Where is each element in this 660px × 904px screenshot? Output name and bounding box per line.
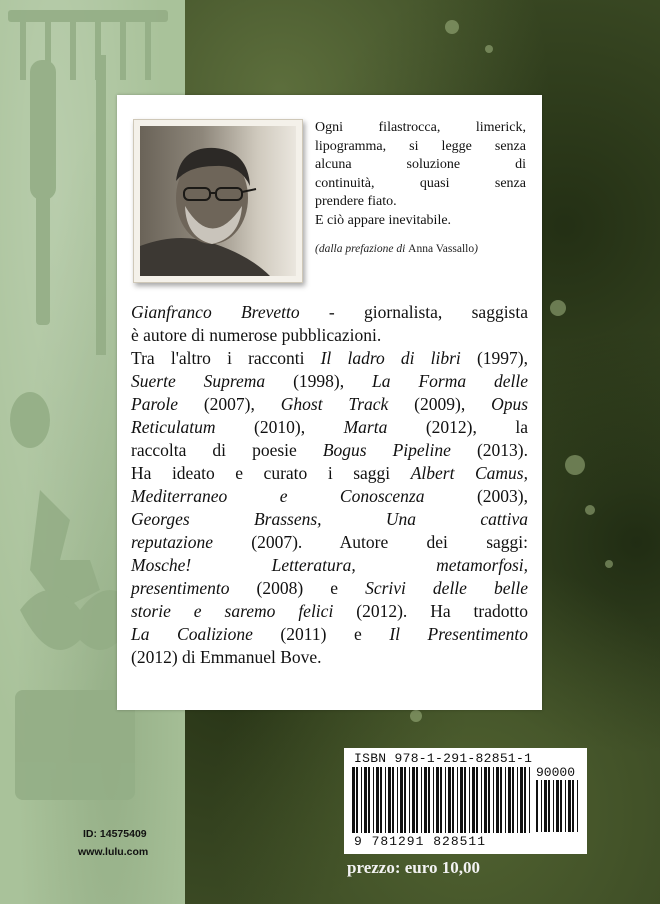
book-title: Marta xyxy=(343,417,388,437)
book-title: Reticulatum xyxy=(131,417,216,437)
bio-text: (2013). xyxy=(450,440,528,460)
bio-text: (1998), xyxy=(265,371,373,391)
barcode-bars-icon xyxy=(352,767,532,833)
quote-line: prendere fiato. xyxy=(315,194,397,209)
bio-line xyxy=(131,623,528,646)
isbn-label: ISBN 978-1-291-82851-1 xyxy=(354,751,533,766)
book-title: Parole xyxy=(131,394,178,414)
bio-line: è autore di numerose pubblicazioni. xyxy=(131,325,382,345)
book-title: presentimento xyxy=(131,578,230,598)
quote-line: E ciò appare inevitabile. xyxy=(315,212,452,228)
bio-line xyxy=(131,508,528,531)
book-title: Il Presentimento xyxy=(389,624,528,644)
bio-line: (2012) di Emmanuel Bove. xyxy=(131,647,322,667)
quote-line: lipogramma, si legge senza xyxy=(315,138,526,154)
book-title: Suerte Suprema xyxy=(131,371,266,391)
quote-source xyxy=(315,243,526,255)
bio-text: - giornalista, saggista xyxy=(299,302,528,322)
bio-text: (2003), xyxy=(424,486,528,506)
author-photo-frame xyxy=(133,119,303,283)
bio-line xyxy=(131,485,528,508)
bio-line xyxy=(131,347,528,370)
bio-line xyxy=(131,393,528,416)
bio-text: (2012). Ha tradotto xyxy=(333,601,528,621)
quote-source-suffix: ) xyxy=(474,243,478,255)
bio-line xyxy=(131,554,528,577)
barcode-digits: 9 781291 828511 xyxy=(354,834,487,849)
bio-line xyxy=(131,439,528,462)
bio-line xyxy=(131,462,528,485)
quote-source-prefix: (dalla prefazione di xyxy=(315,243,409,255)
bio-text: (2008) e xyxy=(229,578,366,598)
bio-text: (1997), xyxy=(460,348,528,368)
quote-line: alcuna soluzione di xyxy=(315,157,526,172)
bio-text: (2007). Autore dei saggi: xyxy=(212,532,528,552)
quote-line: Ogni filastrocca, limerick, xyxy=(315,120,526,135)
bio-text: Tra l'altro i racconti xyxy=(131,348,321,368)
bio-text: (2010), xyxy=(215,417,344,437)
book-title: Albert Camus, xyxy=(410,463,528,483)
book-title: Georges Brassens, Una cattiva xyxy=(131,509,528,529)
barcode-addon-label: 90000 xyxy=(536,765,576,780)
bio-text: raccolta di poesie xyxy=(131,440,323,460)
book-title: Opus xyxy=(491,394,529,414)
bio-line xyxy=(131,416,528,439)
book-title: Mediterraneo e Conoscenza xyxy=(131,486,425,506)
quote-source-name: Anna Vassallo xyxy=(408,243,475,255)
book-title: reputazione xyxy=(131,532,213,552)
bio-line xyxy=(131,577,528,600)
book-title: Scrivi delle belle xyxy=(365,578,528,598)
author-photo xyxy=(140,126,296,276)
price-label: prezzo: euro 10,00 xyxy=(347,858,480,877)
preface-quote xyxy=(315,119,526,230)
bio-text: Ha ideato e curato i saggi xyxy=(131,463,411,483)
book-title: Mosche! Letteratura, metamorfosi, xyxy=(131,555,528,575)
book-title: Il ladro di libri xyxy=(320,348,461,368)
book-title: La Coalizione xyxy=(131,624,253,644)
book-title: storie e saremo felici xyxy=(131,601,334,621)
bio-line xyxy=(131,301,528,324)
back-cover-panel xyxy=(117,95,542,710)
bio-text: (2007), xyxy=(177,394,281,414)
isbn-barcode xyxy=(344,748,587,854)
author-portrait-icon xyxy=(140,126,296,276)
bio-line xyxy=(131,600,528,623)
book-title: Ghost Track xyxy=(280,394,389,414)
bio-line xyxy=(131,531,528,554)
author-biography xyxy=(131,301,528,669)
bio-text: (2009), xyxy=(388,394,492,414)
author-name: Gianfranco Brevetto xyxy=(131,302,300,322)
quote-line: continuità, quasi senza xyxy=(315,175,526,191)
barcode-addon-bars-icon xyxy=(536,780,582,832)
lulu-id: ID: 14575409 xyxy=(83,828,147,840)
bio-text: (2012), la xyxy=(387,417,528,437)
lulu-url: www.lulu.com xyxy=(78,846,149,858)
bio-text: (2011) e xyxy=(252,624,390,644)
bio-line xyxy=(131,370,528,393)
book-title: La Forma delle xyxy=(372,371,528,391)
book-title: Bogus Pipeline xyxy=(322,440,451,460)
